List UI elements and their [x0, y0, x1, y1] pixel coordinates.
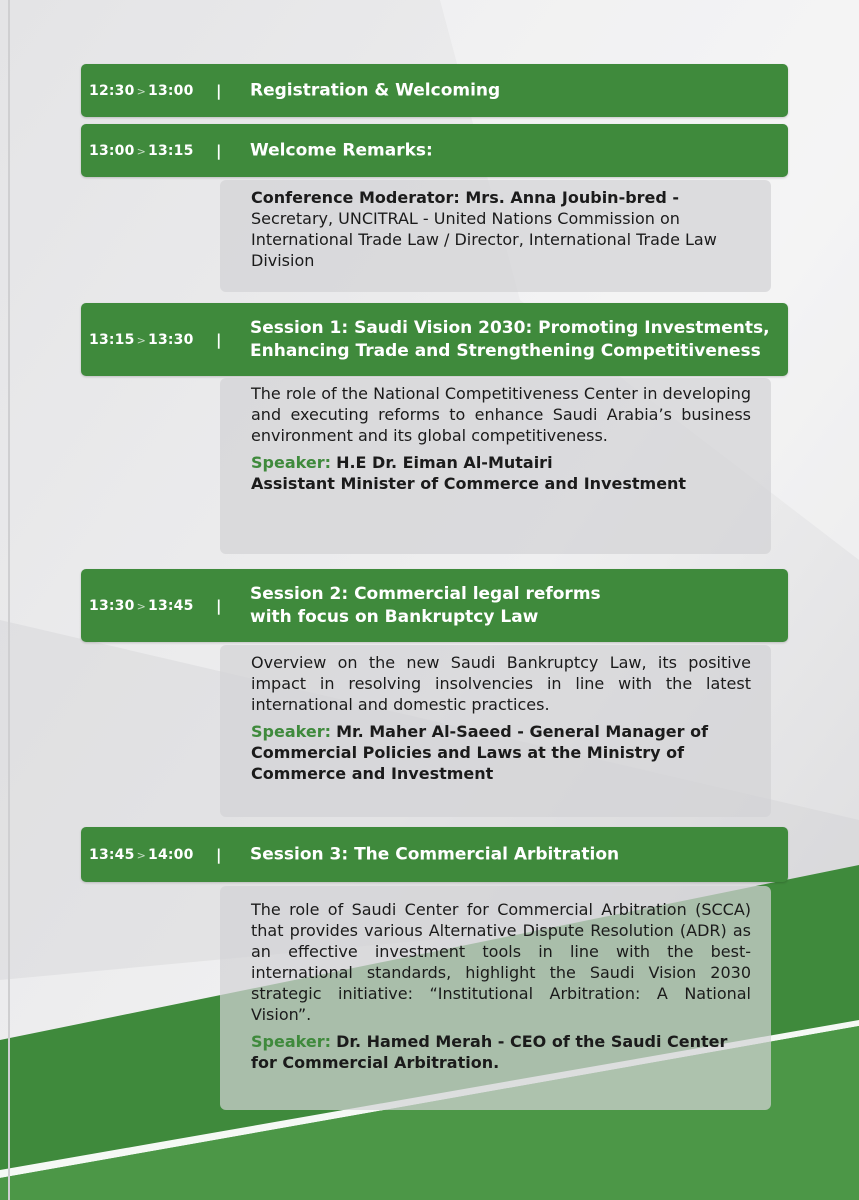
detail-panel-session-3 — [220, 886, 771, 1110]
moderator-role: Secretary, UNCITRAL - United Nations Commission on International Trade Law / Director, International Trade Law Division — [251, 209, 717, 270]
session-title: Session 1: Saudi Vision 2030: Promoting Investments, Enhancing Trade and Strengthening Competitiveness — [250, 317, 770, 361]
session-title: Session 3: The Commercial Arbitration — [250, 844, 620, 864]
session-title: Welcome Remarks: — [250, 140, 433, 160]
end-time: 13:45 — [148, 597, 194, 614]
time-separator: > — [136, 848, 146, 862]
start-time: 13:30 — [89, 597, 135, 614]
time-range — [89, 332, 194, 348]
speaker-label: Speaker: — [251, 453, 331, 472]
divider: | — [216, 596, 222, 615]
agenda-bar-session-3 — [81, 827, 788, 882]
session-title: Session 2: Commercial legal reforms with focus on Bankruptcy Law — [250, 583, 601, 627]
session-description: The role of Saudi Center for Commercial Arbitration (SCCA) that provides various Alternative Dispute Resolution (ADR) as an effective investment tools in line with the best-international standards, highlight the Saudi Vision 2030 strategic initiative: “Institutional Arbitration: A National Vision”. — [251, 900, 751, 1024]
detail-panel-session-2 — [220, 645, 771, 817]
agenda-bar-session-1 — [81, 303, 788, 376]
speaker-role: Assistant Minister of Commerce and Investment — [251, 474, 687, 493]
agenda-bar-session-2 — [81, 569, 788, 642]
agenda-bar-welcome — [81, 124, 788, 177]
divider: | — [216, 141, 222, 160]
divider: | — [216, 845, 222, 864]
speaker-name: Mr. Maher Al-Saeed - General Manager of Commercial Policies and Laws at the Ministry of Commerce and Investment — [251, 722, 709, 783]
time-separator: > — [136, 333, 146, 347]
speaker-name: Dr. Hamed Merah - CEO of the Saudi Center for Commercial Arbitration. — [251, 1032, 728, 1072]
speaker-label: Speaker: — [251, 1032, 331, 1051]
detail-panel-session-1 — [220, 378, 771, 554]
start-time: 13:00 — [89, 142, 135, 159]
start-time: 13:45 — [89, 846, 135, 863]
session-description: The role of the National Competitiveness Center in developing and executing reforms to enhance Saudi Arabia’s business environment and its global competitiveness. — [251, 384, 751, 445]
end-time: 14:00 — [148, 846, 194, 863]
speaker-line — [251, 452, 751, 473]
speaker-name: H.E Dr. Eiman Al-Mutairi — [336, 453, 553, 472]
divider: | — [216, 81, 222, 100]
speaker-label: Speaker: — [251, 722, 331, 741]
session-title: Registration & Welcoming — [250, 80, 501, 100]
speaker-line — [251, 1031, 751, 1073]
time-range — [89, 598, 194, 614]
time-range — [89, 847, 194, 863]
time-separator: > — [136, 84, 146, 98]
speaker-line — [251, 721, 751, 784]
time-range — [89, 83, 194, 99]
session-description: Overview on the new Saudi Bankruptcy Law, its positive impact in resolving insolvencies in line with the latest international and domestic practices. — [251, 653, 751, 714]
time-separator: > — [136, 144, 146, 158]
time-separator: > — [136, 599, 146, 613]
end-time: 13:15 — [148, 142, 194, 159]
detail-panel-welcome — [220, 180, 771, 292]
time-range — [89, 143, 194, 159]
moderator-name: Conference Moderator: Mrs. Anna Joubin-bred - — [251, 188, 680, 207]
left-margin-rule — [8, 0, 10, 1200]
end-time: 13:30 — [148, 331, 194, 348]
start-time: 13:15 — [89, 331, 135, 348]
agenda-bar-registration — [81, 64, 788, 117]
end-time: 13:00 — [148, 82, 194, 99]
start-time: 12:30 — [89, 82, 135, 99]
divider: | — [216, 330, 222, 349]
